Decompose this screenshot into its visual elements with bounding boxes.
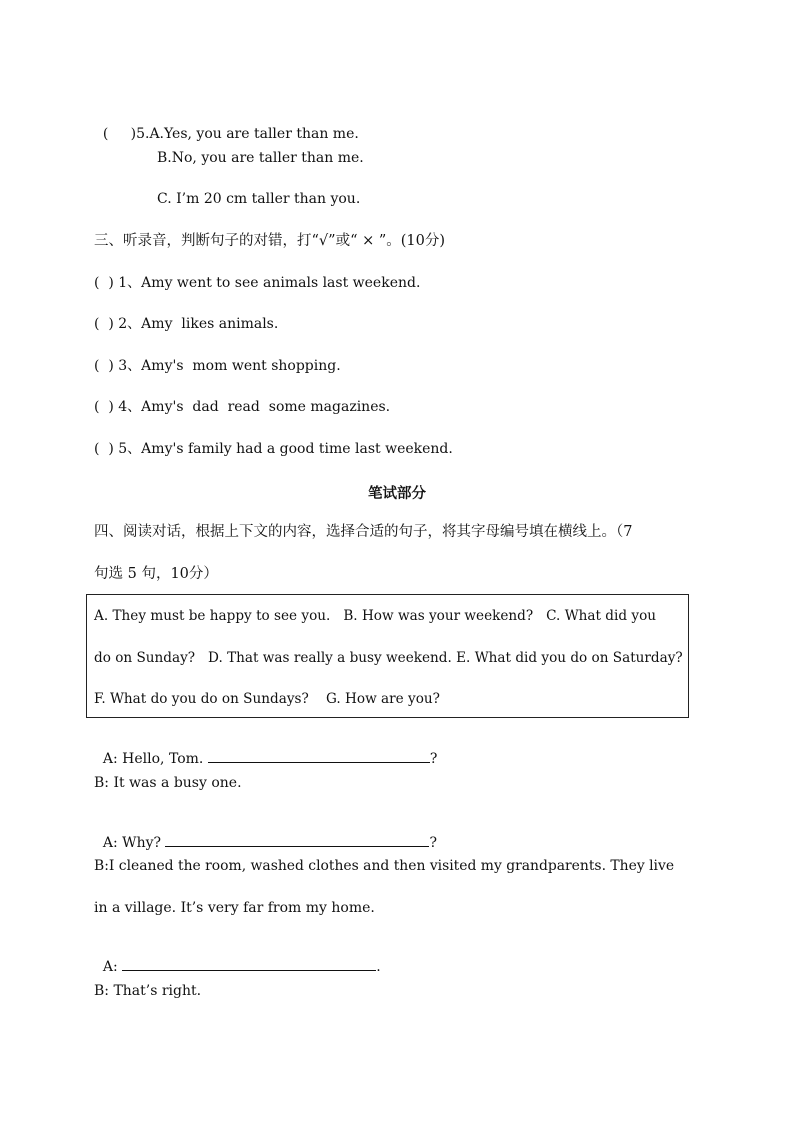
option-a: 5.A.Yes, you are taller than me. — [136, 126, 359, 142]
dialogue-line-2: B: It was a busy one. — [94, 775, 242, 791]
section3-item-1: ( ) 1、Amy went to see animals last weekend. — [94, 275, 421, 291]
punctuation: ? — [429, 835, 437, 851]
answer-paren: ( ) — [102, 126, 137, 142]
answer-blank[interactable] — [122, 958, 376, 971]
dialogue-line-3 — [94, 816, 437, 852]
dialogue-line-7: B: That’s right. — [94, 983, 202, 999]
section4-heading-line2: 句选 5 句，10分） — [94, 566, 218, 582]
section3-item-2: ( ) 2、Amy likes animals. — [94, 316, 279, 332]
dialogue-line-5: in a village. It’s very far from my home. — [94, 900, 375, 916]
section3-item-4: ( ) 4、Amy's dad read some magazines. — [94, 399, 391, 415]
dialogue-line-6 — [94, 940, 381, 976]
section2-q5-a — [94, 107, 359, 143]
dialogue-line-1 — [94, 732, 437, 768]
dialogue-speaker-text: A: Why? — [102, 835, 166, 851]
dialogue-speaker-text: A: — [102, 959, 123, 975]
punctuation: . — [376, 959, 381, 975]
section2-q5-b: B.No, you are taller than me. — [157, 150, 364, 166]
section2-q5-c: C. I’m 20 cm taller than you. — [157, 191, 361, 207]
written-part-title: 笔试部分 — [368, 486, 426, 502]
options-line-2: do on Sunday? D. That was really a busy weekend. E. What did you do on Saturday? — [94, 650, 683, 666]
answer-blank[interactable] — [208, 750, 430, 763]
options-line-1: A. They must be happy to see you. B. How was your weekend? C. What did you — [94, 608, 657, 624]
dialogue-speaker-text: A: Hello, Tom. — [102, 751, 208, 767]
options-line-3: F. What do you do on Sundays? G. How are you? — [94, 691, 440, 707]
punctuation: ? — [429, 751, 438, 767]
section3-item-3: ( ) 3、Amy's mom went shopping. — [94, 358, 341, 374]
section3-heading: 三、听录音，判断句子的对错，打“√”或“ × ”。(10分) — [94, 233, 446, 249]
section3-item-5: ( ) 5、Amy's family had a good time last weekend. — [94, 441, 453, 457]
section4-heading-line1: 四、阅读对话，根据上下文的内容，选择合适的句子，将其字母编号填在横线上。（7 — [94, 524, 633, 540]
dialogue-line-4: B:I cleaned the room, washed clothes and then visited my grandparents. They live — [94, 858, 675, 874]
answer-blank[interactable] — [165, 834, 429, 847]
